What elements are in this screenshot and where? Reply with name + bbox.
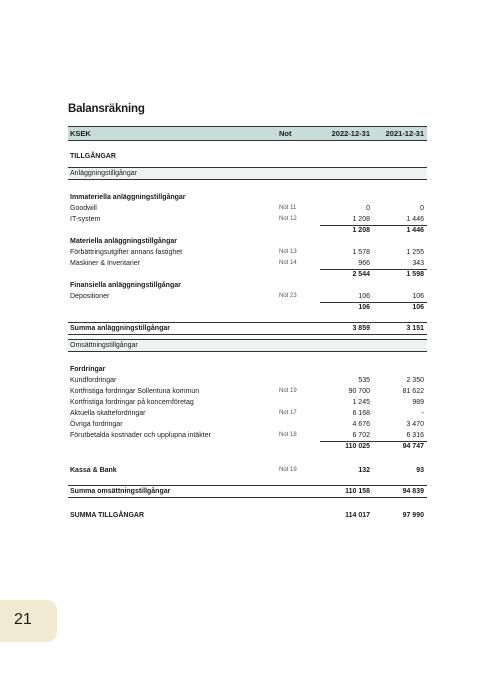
grand-total-row: SUMMA TILLGÅNGAR 114 017 97 990 — [70, 512, 424, 519]
subtotal-rule — [320, 302, 427, 303]
subtotal-row: 2 544 1 598 — [68, 269, 427, 280]
table-row: Kortfristiga fordringar på koncernföretag 1 245 989 — [70, 399, 424, 406]
group-heading: Fordringar — [70, 366, 106, 373]
section-anlaggningstillgangar: Anläggningstillgångar — [68, 167, 427, 180]
group-heading: Finansiella anläggningstillgångar — [70, 282, 181, 289]
table-row: Depositioner Not 23 106 106 — [70, 293, 424, 300]
table-row: Övriga fordringar 4 676 3 470 — [70, 421, 424, 428]
page-number-tab — [0, 600, 57, 642]
group-heading: Materiella anläggningstillgångar — [70, 238, 177, 245]
page-number: 21 — [14, 611, 32, 628]
header-col-2021: 2021-12-31 — [385, 129, 424, 138]
group-heading: Immateriella anläggningstillgångar — [70, 194, 186, 201]
section-omsattningstillgangar: Omsättningstillgångar — [68, 339, 427, 352]
table-row: Goodwill Not 11 0 0 — [70, 205, 424, 212]
total-anlaggningstillgangar: Summa anläggningstillgångar 3 859 3 151 — [68, 322, 427, 335]
subtotal-row: 110 025 94 747 — [68, 441, 427, 452]
total-omsattningstillgangar: Summa omsättningstillgångar 110 158 94 839 — [68, 485, 427, 498]
header-col-2022: 2022-12-31 — [331, 129, 370, 138]
balance-sheet-table — [68, 126, 427, 521]
kassa-bank-row: Kassa & Bank Not 19 132 93 — [70, 467, 424, 474]
table-row: Förutbetalda kostnader och upplupna intäkter Not 18 6 702 6 316 — [70, 432, 424, 439]
header-label: KSEK — [70, 129, 91, 138]
subtotal-row: 106 106 — [68, 302, 427, 313]
page-title: Balansräkning — [68, 103, 145, 115]
subtotal-row: 1 208 1 446 — [68, 225, 427, 236]
table-row: Kortfristiga fordringar Sollentuna kommun Not 19 90 700 81 622 — [70, 388, 424, 395]
table-row: Förbättringsutgifter annans fastighet Not 13 1 578 1 255 — [70, 249, 424, 256]
tillgangar-heading: TILLGÅNGAR — [70, 153, 116, 160]
table-row: IT-system Not 12 1 208 1 446 — [70, 216, 424, 223]
table-row: Kundfordringar 535 2 350 — [70, 377, 424, 384]
table-header — [68, 126, 427, 141]
table-row: Maskiner & Inventarier Not 14 966 343 — [70, 260, 424, 267]
table-row: Aktuella skattefordringar Not 17 6 168 - — [70, 410, 424, 417]
header-note: Not — [279, 129, 292, 138]
